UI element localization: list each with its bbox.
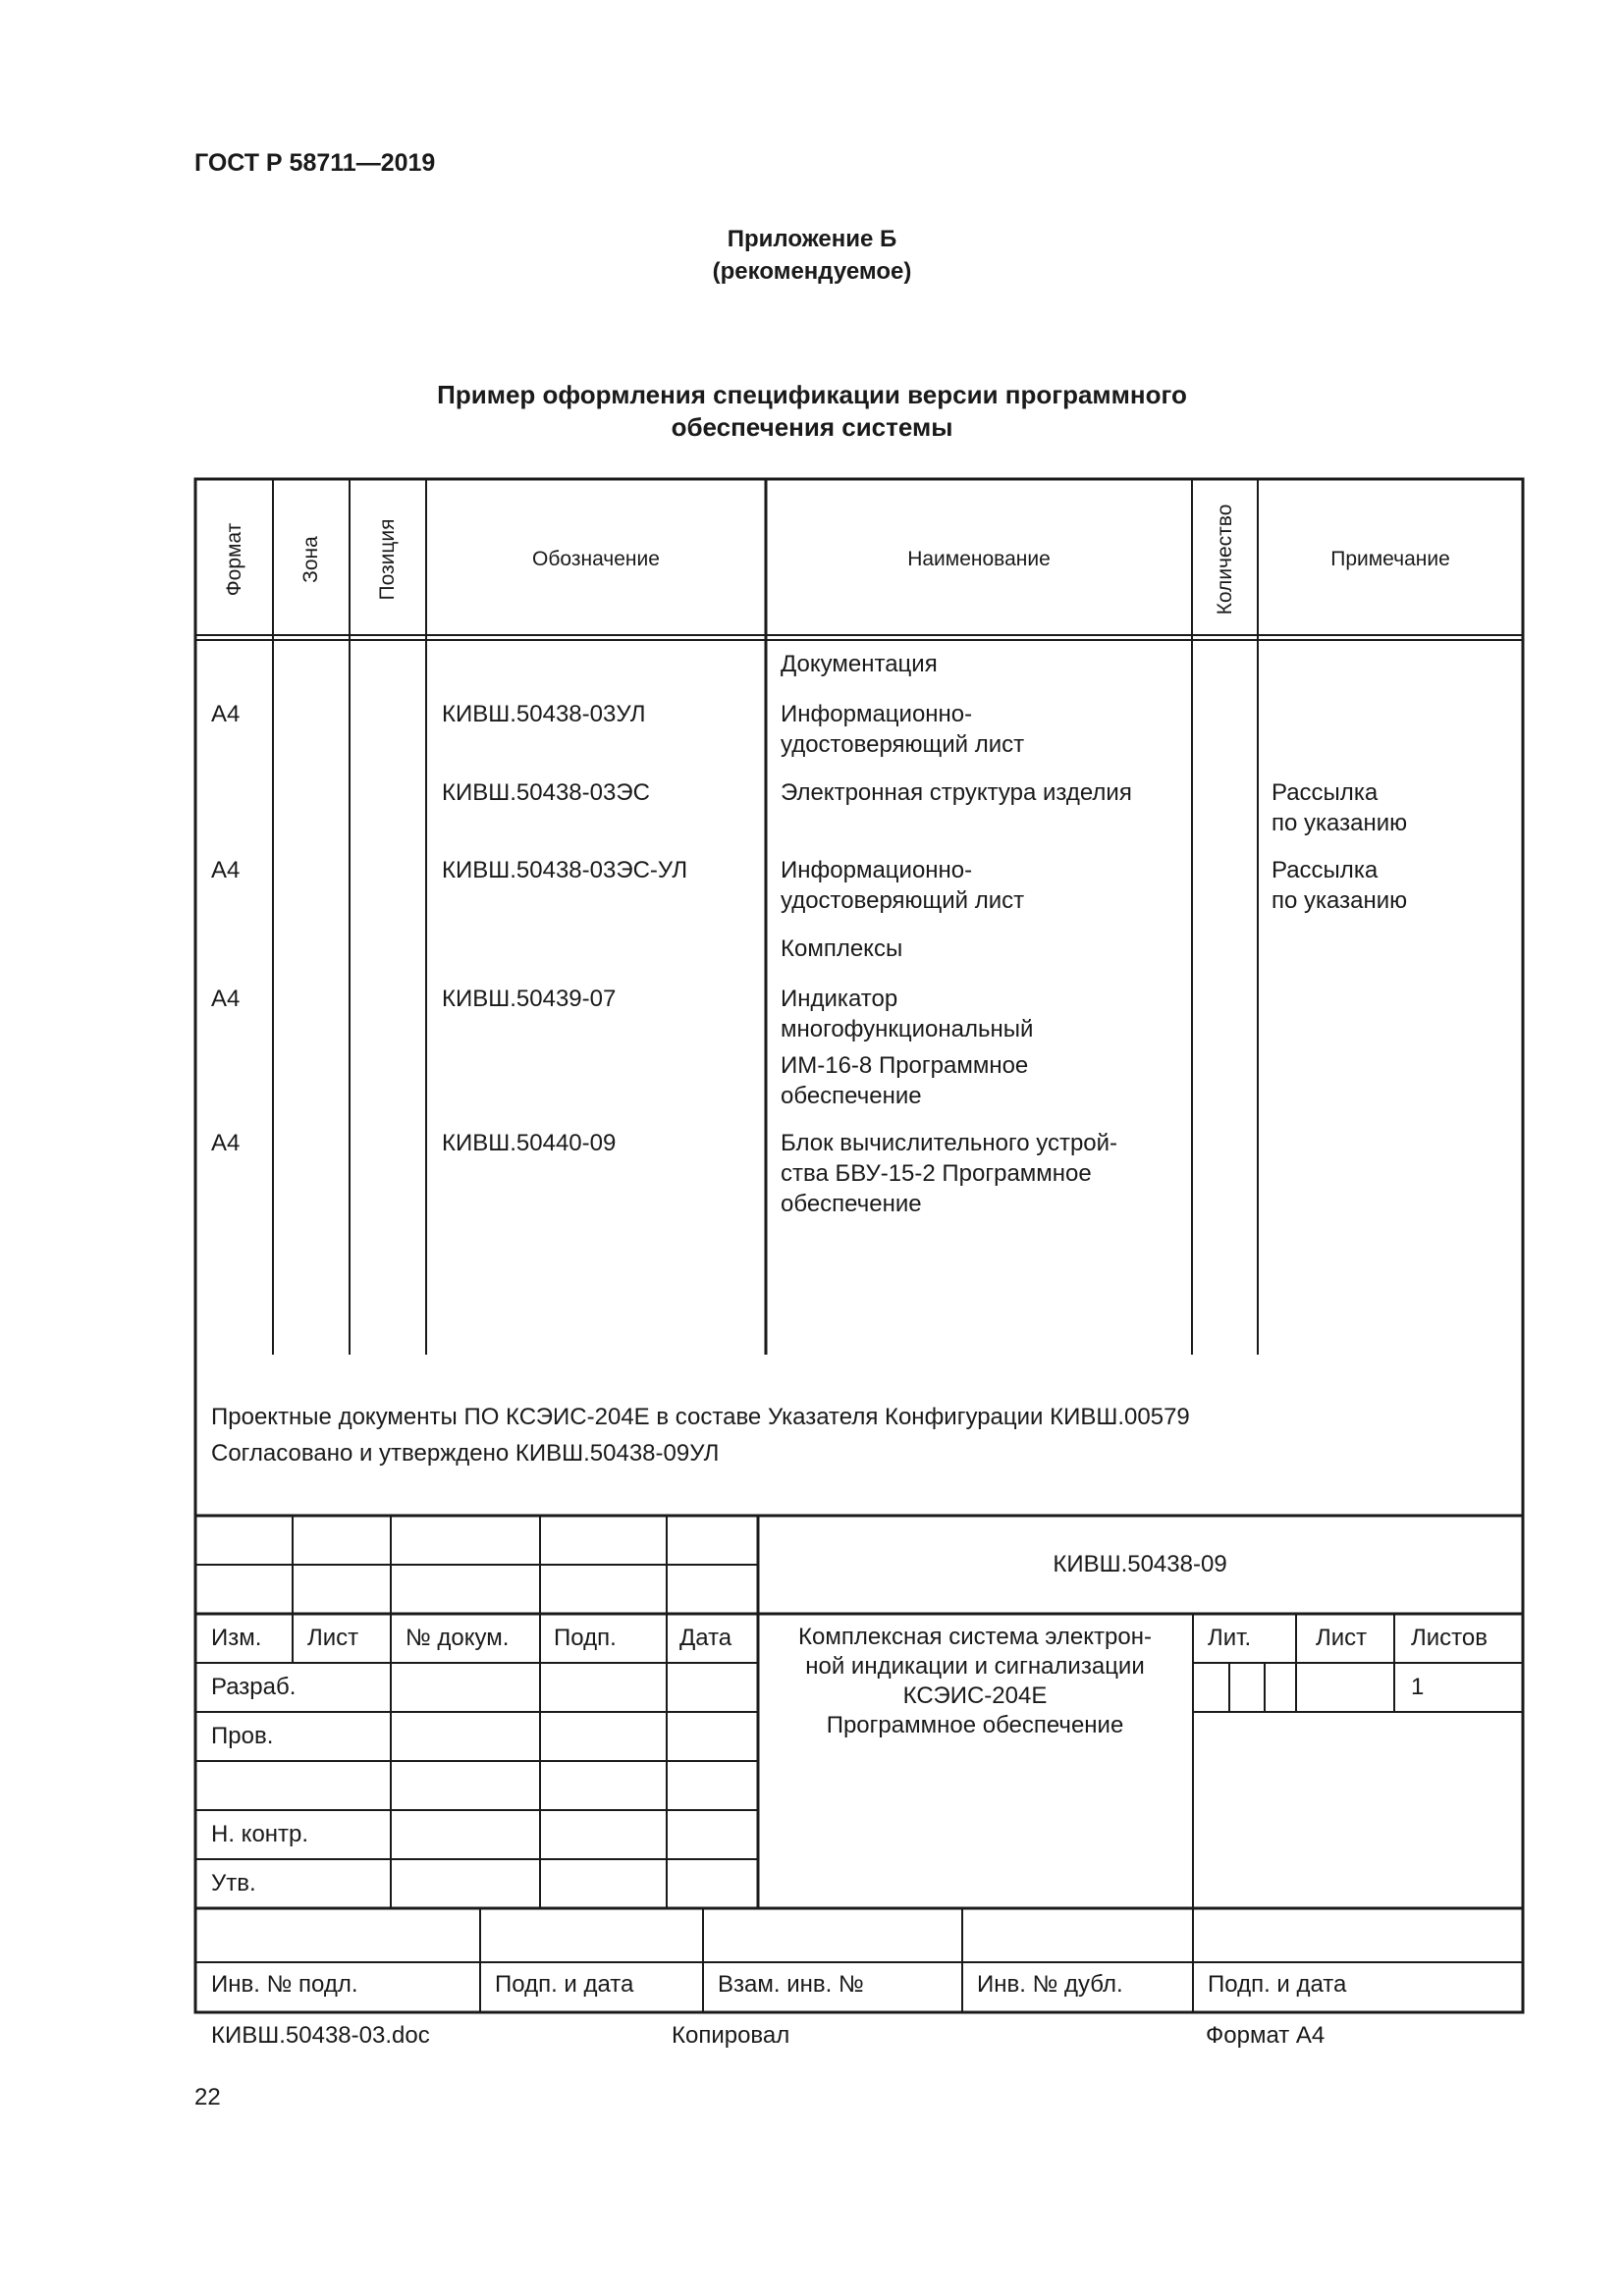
page-title-line-1: Пример оформления спецификации версии программного bbox=[437, 380, 1187, 409]
row-note-line: Рассылка bbox=[1272, 857, 1379, 883]
col-header-date: Дата bbox=[679, 1625, 732, 1651]
page-title-line-2: обеспечения системы bbox=[671, 412, 953, 442]
role-checked: Пров. bbox=[211, 1723, 274, 1749]
header-name: Наименование bbox=[907, 548, 1051, 570]
row-name-line: ства БВУ-15-2 Программное bbox=[781, 1160, 1092, 1187]
row-section-complexes: Комплексы bbox=[781, 935, 903, 962]
document-code: ГОСТ Р 58711—2019 bbox=[194, 149, 436, 177]
col-header-signature: Подп. bbox=[554, 1625, 617, 1651]
row-note-line: по указанию bbox=[1272, 887, 1408, 914]
row-name-line: удостоверяющий лист bbox=[781, 887, 1025, 914]
page-number: 22 bbox=[194, 2084, 221, 2110]
product-name-line: Комплексная система электрон- bbox=[798, 1624, 1152, 1650]
row-name-line: ИМ-16-8 Программное bbox=[781, 1052, 1029, 1079]
replaced-inv-number: Взам. инв. № bbox=[718, 1971, 864, 1998]
row-name-line: Блок вычислительного устрой- bbox=[781, 1130, 1118, 1156]
sheet-label: Лист bbox=[1316, 1625, 1368, 1651]
row-format: А4 bbox=[211, 1130, 241, 1156]
row-name-line: Информационно- bbox=[781, 857, 973, 883]
header-designation: Обозначение bbox=[532, 548, 660, 570]
row-designation: КИВШ.50440-09 bbox=[442, 1130, 617, 1156]
header-note: Примечание bbox=[1330, 548, 1450, 570]
sheets-value: 1 bbox=[1411, 1674, 1425, 1700]
inv-number-duplicate: Инв. № дубл. bbox=[977, 1971, 1123, 1998]
product-name-line: ной индикации и сигнализации bbox=[805, 1653, 1145, 1680]
row-designation: КИВШ.50438-03УЛ bbox=[442, 701, 646, 727]
product-name-line: КСЭИС-204Е bbox=[902, 1682, 1048, 1709]
header-zone: Зона bbox=[299, 536, 322, 583]
lit-label: Лит. bbox=[1208, 1625, 1252, 1651]
header-quantity: Количество bbox=[1214, 504, 1236, 615]
sheets-label: Листов bbox=[1411, 1625, 1488, 1651]
footer-file-name: КИВШ.50438-03.doc bbox=[211, 2022, 430, 2049]
row-name-line: Электронная структура изделия bbox=[781, 779, 1132, 806]
col-header-doc-number: № докум. bbox=[406, 1625, 510, 1651]
appendix-label: Приложение Б bbox=[727, 226, 897, 252]
row-format: А4 bbox=[211, 857, 241, 883]
row-designation: КИВШ.50438-03ЭС bbox=[442, 779, 650, 806]
row-designation: КИВШ.50439-07 bbox=[442, 986, 617, 1012]
row-name-line: обеспечение bbox=[781, 1191, 922, 1217]
signature-and-date: Подп. и дата bbox=[495, 1971, 634, 1998]
row-name-line: многофункциональный bbox=[781, 1016, 1034, 1042]
footer-copied: Копировал bbox=[672, 2022, 790, 2049]
row-section-documentation: Документация bbox=[781, 651, 938, 677]
role-approved: Утв. bbox=[211, 1870, 256, 1896]
col-header-change: Изм. bbox=[211, 1625, 262, 1651]
row-name-line: Информационно- bbox=[781, 701, 973, 727]
col-header-sheet: Лист bbox=[307, 1625, 359, 1651]
inv-number-original: Инв. № подл. bbox=[211, 1971, 358, 1998]
row-name-line: обеспечение bbox=[781, 1083, 922, 1109]
title-block-designation: КИВШ.50438-09 bbox=[1053, 1551, 1227, 1577]
header-format: Формат bbox=[223, 522, 245, 597]
row-name-line: Индикатор bbox=[781, 986, 898, 1012]
role-norm-control: Н. контр. bbox=[211, 1821, 309, 1847]
row-name-line: удостоверяющий лист bbox=[781, 731, 1025, 758]
row-designation: КИВШ.50438-03ЭС-УЛ bbox=[442, 857, 688, 883]
appendix-status: (рекомендуемое) bbox=[712, 258, 912, 285]
role-developed: Разраб. bbox=[211, 1674, 297, 1700]
signature-and-date: Подп. и дата bbox=[1208, 1971, 1347, 1998]
row-note-line: по указанию bbox=[1272, 810, 1408, 836]
row-format: А4 bbox=[211, 701, 241, 727]
product-name-line: Программное обеспечение bbox=[826, 1712, 1124, 1738]
notes-line-1: Проектные документы ПО КСЭИС-204Е в составе Указателя Конфигурации КИВШ.00579 bbox=[211, 1404, 1190, 1430]
row-format: А4 bbox=[211, 986, 241, 1012]
header-position: Позиция bbox=[376, 518, 399, 601]
notes-line-2: Согласовано и утверждено КИВШ.50438-09УЛ bbox=[211, 1440, 720, 1467]
footer-format: Формат А4 bbox=[1206, 2022, 1326, 2049]
row-note-line: Рассылка bbox=[1272, 779, 1379, 806]
